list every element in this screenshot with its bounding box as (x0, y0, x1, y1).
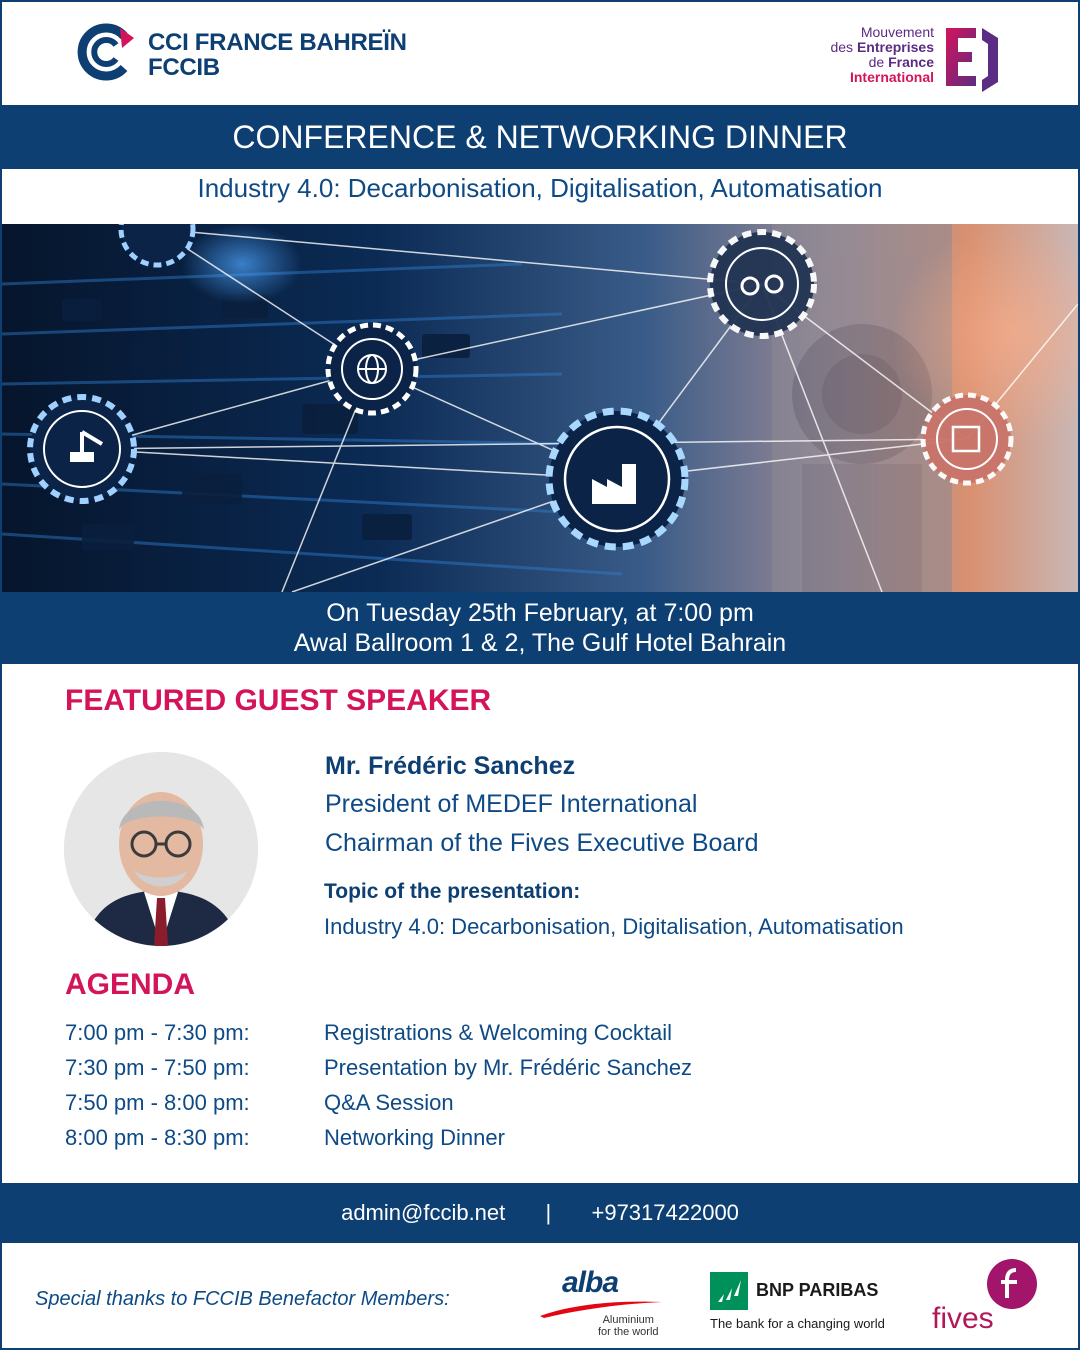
bnp-stars-icon (710, 1272, 748, 1310)
event-subtitle: Industry 4.0: Decarbonisation, Digitalisation, Automatisation (197, 173, 883, 203)
hero-graphic (2, 224, 1078, 592)
org-name-line1: CCI FRANCE BAHREÏN (148, 29, 407, 56)
partial-gear-icon (121, 224, 193, 265)
robot-arm-icon (30, 397, 134, 501)
partner-line2a: des (830, 39, 857, 55)
org-name (148, 30, 407, 80)
agenda-activity: Registrations & Welcoming Cocktail (324, 1020, 673, 1045)
header (0, 0, 1080, 105)
contact-band (2, 1183, 1078, 1243)
agenda-activity: Q&A Session (324, 1090, 454, 1115)
agenda-heading: AGENDA (65, 968, 196, 1001)
medef-e-logo-icon (942, 24, 1002, 94)
event-venue: Awal Ballroom 1 & 2, The Gulf Hotel Bahrain (293, 629, 787, 657)
partner-line2b: Entreprises (856, 39, 934, 55)
sponsors-thanks: Special thanks to FCCIB Benefactor Members: (35, 1288, 450, 1310)
alba-tagline-2: for the world (598, 1326, 659, 1338)
agenda-item (65, 1055, 965, 1090)
agenda-time: 7:00 pm - 7:30 pm: (65, 1020, 250, 1045)
agenda-activity: Presentation by Mr. Frédéric Sanchez (324, 1055, 693, 1080)
contact-email[interactable]: admin@fccib.net (341, 1200, 506, 1225)
bnp-tagline: The bank for a changing world (710, 1316, 885, 1331)
alba-tagline (598, 1314, 659, 1338)
fives-wordmark: fives (932, 1302, 994, 1335)
contact-separator: | (545, 1200, 552, 1225)
bnp-paribas-logo (710, 1272, 900, 1334)
contact-phone[interactable]: +97317422000 (591, 1200, 739, 1225)
partner-line4: International (849, 69, 934, 85)
partner-line3b: France (888, 54, 934, 70)
fives-logo (930, 1258, 1040, 1340)
fives-f-icon (986, 1258, 1038, 1310)
ai-chip-icon (923, 395, 1011, 483)
speaker-name: Mr. Frédéric Sanchez (325, 752, 576, 780)
speaker-heading: FEATURED GUEST SPEAKER (65, 684, 492, 717)
agenda-time: 8:00 pm - 8:30 pm: (65, 1125, 250, 1150)
hero-image (2, 224, 1078, 592)
speaker-photo (64, 752, 258, 946)
event-date-venue (2, 592, 1078, 664)
factory-icon (549, 411, 685, 547)
agenda-time: 7:50 pm - 8:00 pm: (65, 1090, 250, 1115)
speaker-role-1: President of MEDEF International (325, 790, 698, 818)
alba-wordmark: alba (562, 1266, 619, 1299)
event-date: On Tuesday 25th February, at 7:00 pm (326, 599, 754, 627)
agenda-item (65, 1125, 965, 1160)
agenda-activity: Networking Dinner (324, 1125, 505, 1150)
globe-icon (328, 325, 416, 413)
partner-line3a: de (868, 54, 889, 70)
speaker-portrait-icon (64, 752, 258, 946)
alba-logo (538, 1262, 668, 1342)
gears-icon (710, 232, 814, 336)
alba-tagline-1: Aluminium (602, 1314, 654, 1326)
agenda-item (65, 1090, 965, 1125)
bnp-wordmark: BNP PARIBAS (756, 1280, 879, 1300)
agenda-time: 7:30 pm - 7:50 pm: (65, 1055, 250, 1080)
agenda-list (65, 1020, 965, 1160)
partner-logo-text (830, 25, 934, 85)
topic-text: Industry 4.0: Decarbonisation, Digitalisation, Automatisation (324, 914, 904, 939)
partner-line1: Mouvement (860, 24, 934, 40)
org-name-line2: FCCIB (148, 54, 220, 81)
event-title: CONFERENCE & NETWORKING DINNER (2, 105, 1078, 169)
speaker-role-2: Chairman of the Fives Executive Board (325, 829, 759, 857)
cci-logo-icon (76, 22, 136, 82)
agenda-item (65, 1020, 965, 1055)
topic-heading: Topic of the presentation: (324, 880, 581, 903)
